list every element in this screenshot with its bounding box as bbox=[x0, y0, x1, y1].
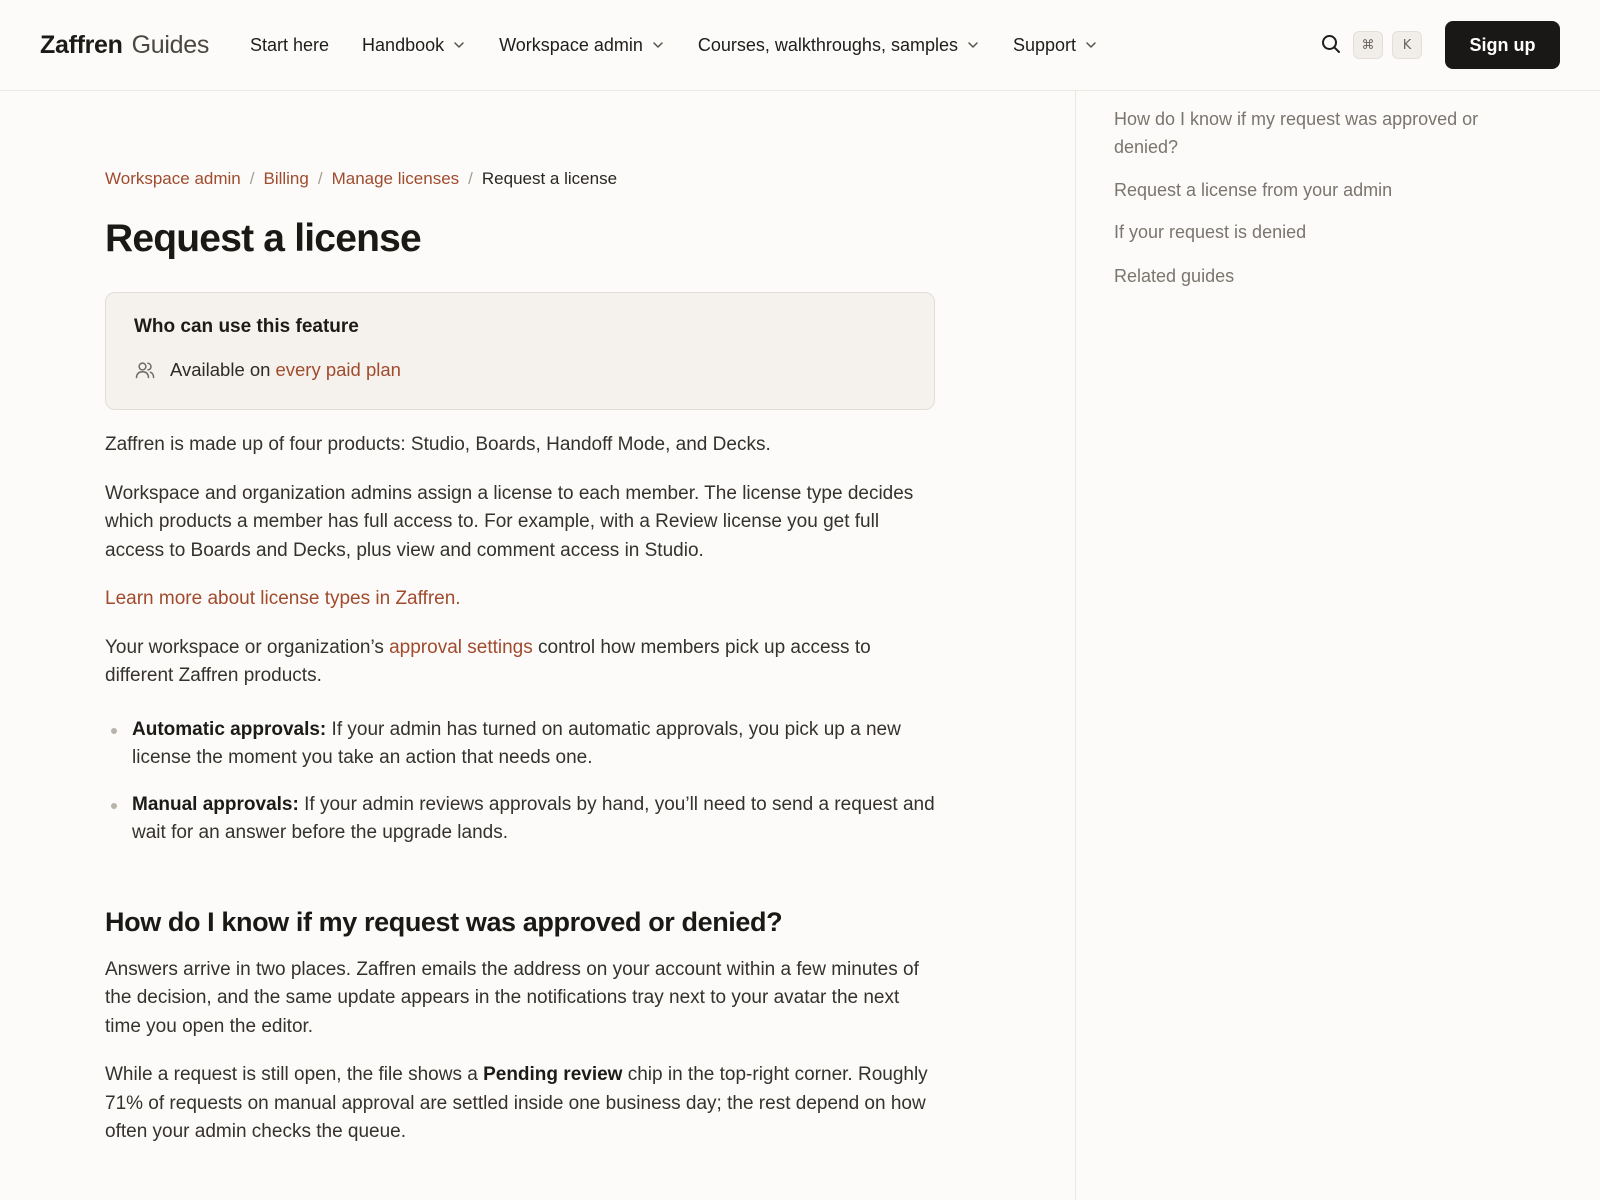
pending-review-paragraph bbox=[105, 1061, 935, 1147]
approval-types-list bbox=[105, 716, 935, 848]
breadcrumb-separator: / bbox=[317, 169, 323, 188]
breadcrumb bbox=[105, 164, 935, 194]
page-title: Request a license bbox=[105, 217, 421, 260]
pending-review-label: Pending review bbox=[483, 1064, 623, 1085]
feature-box-title: Who can use this feature bbox=[134, 316, 359, 337]
paragraph-text: chip in the top-right corner. Roughly 71% of requests on manual approval are settled inside one business day; the rest depend on how often your admin checks the queue. bbox=[105, 1064, 928, 1142]
license-paragraph: Workspace and organization admins assign a license to each member. The license type decides which products a member has full access to. For example, with a Review license you get full access to Boards and Decks, plus view and comment access in Studio. bbox=[105, 482, 914, 561]
license-types-paragraph bbox=[105, 585, 935, 614]
nav-support[interactable] bbox=[1013, 35, 1098, 56]
chevron-down-icon bbox=[452, 38, 466, 52]
toc-item-request-from-admin[interactable]: Request a license from your admin bbox=[1114, 180, 1393, 200]
bullet-text: If your admin reviews approvals by hand, you’ll need to send a request and wait for an answer before the upgrade lands. bbox=[132, 793, 935, 843]
search-icon bbox=[1320, 33, 1342, 55]
answers-paragraph: Answers arrive in two places. Zaffren emails the address on your account within a few minutes of the decision, and the same update appears in the notifications tray next to your avatar the next time you open the editor. bbox=[105, 958, 919, 1037]
search-button[interactable] bbox=[1320, 33, 1342, 55]
chevron-down-icon bbox=[1084, 38, 1098, 52]
top-navigation-bar bbox=[0, 0, 1600, 91]
shortcut-key-cmd: ⌘ bbox=[1353, 31, 1383, 59]
article bbox=[105, 164, 935, 1147]
nav-label: Workspace admin bbox=[499, 34, 643, 55]
breadcrumb-separator: / bbox=[249, 169, 255, 188]
nav-label: Handbook bbox=[362, 34, 445, 55]
breadcrumb-billing[interactable]: Billing bbox=[263, 169, 309, 188]
brand-name: Zaffren bbox=[40, 31, 123, 59]
paragraph-text: While a request is still open, the file shows a bbox=[105, 1064, 484, 1085]
approval-settings-link[interactable]: approval settings bbox=[389, 636, 533, 658]
feature-availability-prefix: Available on bbox=[170, 359, 271, 380]
bullet-dot bbox=[111, 728, 117, 734]
paragraph-text: Your workspace or organization’s bbox=[105, 636, 390, 658]
license-types-link[interactable]: Learn more about license types in Zaffren. bbox=[105, 588, 461, 609]
breadcrumb-current: Request a license bbox=[481, 169, 618, 188]
breadcrumb-manage-licenses[interactable]: Manage licenses bbox=[331, 169, 460, 188]
nav-workspace-admin[interactable] bbox=[499, 35, 665, 56]
intro-paragraph: Zaffren is made up of four products: Studio, Boards, Handoff Mode, and Decks. bbox=[105, 434, 771, 455]
table-of-contents bbox=[1114, 105, 1514, 290]
paragraph-text: control how members pick up access to different Zaffren products. bbox=[105, 636, 871, 686]
sign-up-button[interactable]: Sign up bbox=[1445, 21, 1560, 69]
section-heading-approved-or-denied: How do I know if my request was approved or denied? bbox=[105, 906, 783, 937]
nav-label: Courses, walkthroughs, samples bbox=[697, 34, 958, 55]
breadcrumb-separator: / bbox=[468, 169, 473, 188]
brand-suffix: Guides bbox=[131, 31, 210, 59]
bullet-term: Manual approvals: bbox=[132, 793, 299, 815]
shortcut-key-k: K bbox=[1392, 31, 1422, 59]
bullet-text: If your admin has turned on automatic approvals, you pick up a new license the moment you take an action that needs one. bbox=[132, 718, 901, 768]
nav-handbook[interactable] bbox=[362, 35, 466, 56]
toc-divider bbox=[1075, 91, 1076, 1200]
toc-item-approved-or-denied[interactable]: How do I know if my request was approved or denied? bbox=[1114, 109, 1479, 157]
nav-label: Support bbox=[1012, 34, 1077, 55]
nav-courses[interactable] bbox=[698, 35, 980, 56]
bullet-dot bbox=[111, 803, 117, 809]
chevron-down-icon bbox=[966, 38, 980, 52]
nav-start-here[interactable] bbox=[250, 35, 329, 56]
feature-availability-line bbox=[134, 356, 906, 384]
chevron-down-icon bbox=[651, 38, 665, 52]
main-nav bbox=[250, 30, 1098, 60]
bullet-term: Automatic approvals: bbox=[132, 718, 327, 740]
list-item-manual-approvals bbox=[105, 791, 935, 848]
toc-item-related-guides[interactable]: Related guides bbox=[1114, 266, 1235, 286]
breadcrumb-workspace-admin[interactable]: Workspace admin bbox=[105, 169, 241, 188]
list-item-automatic-approvals bbox=[105, 716, 935, 773]
brand-logo[interactable] bbox=[40, 29, 209, 61]
approval-settings-paragraph bbox=[105, 634, 935, 691]
every-paid-plan-link[interactable]: every paid plan bbox=[275, 359, 401, 380]
users-icon bbox=[134, 359, 156, 381]
feature-availability-box bbox=[105, 292, 935, 410]
nav-label: Start here bbox=[250, 34, 330, 55]
toc-item-request-denied[interactable]: If your request is denied bbox=[1114, 222, 1307, 242]
